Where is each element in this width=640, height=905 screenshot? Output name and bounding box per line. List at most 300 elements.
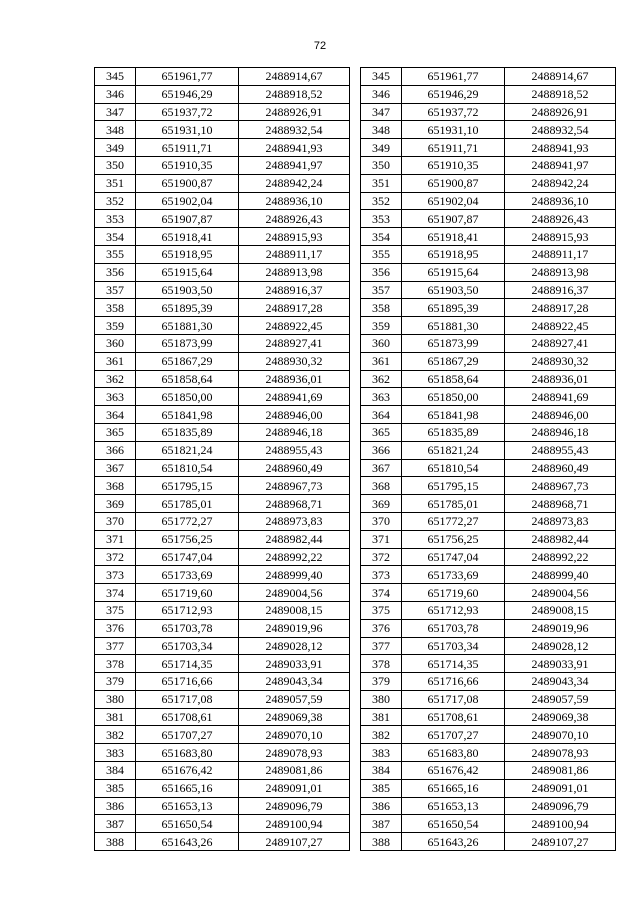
- x-coordinate-cell: 651931,10: [136, 121, 239, 139]
- table-row: [361, 655, 616, 673]
- point-number-cell: 385: [361, 779, 402, 797]
- point-number-cell: 368: [95, 477, 136, 495]
- point-number-cell: 364: [361, 406, 402, 424]
- y-coordinate-cell: 2488973,83: [505, 512, 616, 530]
- table-row: [361, 299, 616, 317]
- point-number-cell: 374: [95, 584, 136, 602]
- y-coordinate-cell: 2488918,52: [505, 85, 616, 103]
- x-coordinate-cell: 651858,64: [402, 370, 505, 388]
- table-row: [95, 477, 350, 495]
- y-coordinate-cell: 2489057,59: [505, 690, 616, 708]
- x-coordinate-cell: 651719,60: [136, 584, 239, 602]
- point-number-cell: 362: [95, 370, 136, 388]
- y-coordinate-cell: 2488941,97: [239, 156, 350, 174]
- y-coordinate-cell: 2488982,44: [505, 530, 616, 548]
- table-row: [361, 370, 616, 388]
- y-coordinate-cell: 2488992,22: [239, 548, 350, 566]
- x-coordinate-cell: 651911,71: [136, 139, 239, 157]
- y-coordinate-cell: 2488930,32: [505, 352, 616, 370]
- x-coordinate-cell: 651716,66: [136, 673, 239, 691]
- point-number-cell: 384: [95, 762, 136, 780]
- point-number-cell: 355: [95, 245, 136, 263]
- y-coordinate-cell: 2489096,79: [505, 797, 616, 815]
- point-number-cell: 372: [95, 548, 136, 566]
- x-coordinate-cell: 651903,50: [136, 281, 239, 299]
- coordinates-table-left: [94, 67, 350, 851]
- y-coordinate-cell: 2488936,01: [505, 370, 616, 388]
- point-number-cell: 370: [95, 512, 136, 530]
- x-coordinate-cell: 651881,30: [402, 317, 505, 335]
- table-row: [361, 334, 616, 352]
- point-number-cell: 352: [95, 192, 136, 210]
- table-row: [361, 815, 616, 833]
- point-number-cell: 346: [361, 85, 402, 103]
- point-number-cell: 377: [95, 637, 136, 655]
- point-number-cell: 353: [95, 210, 136, 228]
- y-coordinate-cell: 2488917,28: [505, 299, 616, 317]
- y-coordinate-cell: 2489069,38: [239, 708, 350, 726]
- table-row: [95, 495, 350, 513]
- y-coordinate-cell: 2488955,43: [505, 441, 616, 459]
- y-coordinate-cell: 2489070,10: [239, 726, 350, 744]
- x-coordinate-cell: 651961,77: [136, 68, 239, 86]
- table-row: [361, 245, 616, 263]
- y-coordinate-cell: 2489004,56: [239, 584, 350, 602]
- point-number-cell: 379: [95, 673, 136, 691]
- x-coordinate-cell: 651858,64: [136, 370, 239, 388]
- y-coordinate-cell: 2488968,71: [239, 495, 350, 513]
- table-row: [361, 459, 616, 477]
- point-number-cell: 353: [361, 210, 402, 228]
- x-coordinate-cell: 651907,87: [136, 210, 239, 228]
- x-coordinate-cell: 651653,13: [402, 797, 505, 815]
- x-coordinate-cell: 651910,35: [136, 156, 239, 174]
- x-coordinate-cell: 651911,71: [402, 139, 505, 157]
- x-coordinate-cell: 651900,87: [402, 174, 505, 192]
- x-coordinate-cell: 651918,95: [402, 245, 505, 263]
- table-row: [361, 548, 616, 566]
- table-row: [361, 352, 616, 370]
- table-row: [95, 726, 350, 744]
- point-number-cell: 349: [361, 139, 402, 157]
- x-coordinate-cell: 651653,13: [136, 797, 239, 815]
- x-coordinate-cell: 651714,35: [402, 655, 505, 673]
- point-number-cell: 351: [361, 174, 402, 192]
- point-number-cell: 384: [361, 762, 402, 780]
- x-coordinate-cell: 651785,01: [402, 495, 505, 513]
- x-coordinate-cell: 651756,25: [402, 530, 505, 548]
- x-coordinate-cell: 651785,01: [136, 495, 239, 513]
- point-number-cell: 382: [361, 726, 402, 744]
- table-row: [95, 690, 350, 708]
- x-coordinate-cell: 651676,42: [402, 762, 505, 780]
- x-coordinate-cell: 651895,39: [136, 299, 239, 317]
- table-row: [95, 156, 350, 174]
- table-row: [361, 762, 616, 780]
- table-row: [361, 388, 616, 406]
- point-number-cell: 358: [361, 299, 402, 317]
- table-row: [361, 441, 616, 459]
- y-coordinate-cell: 2489107,27: [239, 833, 350, 851]
- table-row: [95, 68, 350, 86]
- table-row: [95, 797, 350, 815]
- point-number-cell: 381: [361, 708, 402, 726]
- table-row: [361, 228, 616, 246]
- point-number-cell: 366: [361, 441, 402, 459]
- y-coordinate-cell: 2489070,10: [505, 726, 616, 744]
- y-coordinate-cell: 2488941,69: [239, 388, 350, 406]
- y-coordinate-cell: 2488967,73: [239, 477, 350, 495]
- x-coordinate-cell: 651708,61: [136, 708, 239, 726]
- y-coordinate-cell: 2489069,38: [505, 708, 616, 726]
- table-row: [361, 708, 616, 726]
- point-number-cell: 382: [95, 726, 136, 744]
- table-row: [361, 156, 616, 174]
- point-number-cell: 345: [361, 68, 402, 86]
- point-number-cell: 374: [361, 584, 402, 602]
- table-row: [95, 601, 350, 619]
- point-number-cell: 385: [95, 779, 136, 797]
- point-number-cell: 361: [361, 352, 402, 370]
- table-row: [361, 637, 616, 655]
- x-coordinate-cell: 651841,98: [402, 406, 505, 424]
- x-coordinate-cell: 651733,69: [402, 566, 505, 584]
- point-number-cell: 367: [361, 459, 402, 477]
- x-coordinate-cell: 651918,95: [136, 245, 239, 263]
- x-coordinate-cell: 651850,00: [136, 388, 239, 406]
- table-row: [361, 744, 616, 762]
- table-row: [361, 495, 616, 513]
- x-coordinate-cell: 651915,64: [402, 263, 505, 281]
- point-number-cell: 377: [361, 637, 402, 655]
- y-coordinate-cell: 2489019,96: [239, 619, 350, 637]
- y-coordinate-cell: 2488922,45: [505, 317, 616, 335]
- point-number-cell: 373: [95, 566, 136, 584]
- point-number-cell: 361: [95, 352, 136, 370]
- y-coordinate-cell: 2488911,17: [239, 245, 350, 263]
- y-coordinate-cell: 2489096,79: [239, 797, 350, 815]
- table-row: [361, 85, 616, 103]
- y-coordinate-cell: 2489043,34: [239, 673, 350, 691]
- table-row: [95, 619, 350, 637]
- table-row: [95, 139, 350, 157]
- point-number-cell: 363: [361, 388, 402, 406]
- x-coordinate-cell: 651712,93: [402, 601, 505, 619]
- point-number-cell: 351: [95, 174, 136, 192]
- x-coordinate-cell: 651900,87: [136, 174, 239, 192]
- y-coordinate-cell: 2489019,96: [505, 619, 616, 637]
- y-coordinate-cell: 2488992,22: [505, 548, 616, 566]
- point-number-cell: 381: [95, 708, 136, 726]
- table-row: [95, 815, 350, 833]
- y-coordinate-cell: 2488960,49: [505, 459, 616, 477]
- point-number-cell: 383: [95, 744, 136, 762]
- x-coordinate-cell: 651881,30: [136, 317, 239, 335]
- x-coordinate-cell: 651946,29: [136, 85, 239, 103]
- y-coordinate-cell: 2488936,10: [505, 192, 616, 210]
- y-coordinate-cell: 2488946,18: [505, 423, 616, 441]
- x-coordinate-cell: 651918,41: [402, 228, 505, 246]
- table-row: [95, 334, 350, 352]
- table-row: [361, 512, 616, 530]
- x-coordinate-cell: 651835,89: [136, 423, 239, 441]
- table-row: [95, 299, 350, 317]
- y-coordinate-cell: 2488916,37: [239, 281, 350, 299]
- x-coordinate-cell: 651756,25: [136, 530, 239, 548]
- x-coordinate-cell: 651810,54: [136, 459, 239, 477]
- table-row: [95, 352, 350, 370]
- y-coordinate-cell: 2489033,91: [239, 655, 350, 673]
- y-coordinate-cell: 2488926,43: [239, 210, 350, 228]
- table-row: [361, 263, 616, 281]
- table-row: [361, 423, 616, 441]
- table-row: [95, 103, 350, 121]
- table-row: [95, 548, 350, 566]
- y-coordinate-cell: 2488914,67: [505, 68, 616, 86]
- x-coordinate-cell: 651772,27: [402, 512, 505, 530]
- y-coordinate-cell: 2489057,59: [239, 690, 350, 708]
- table-row: [95, 655, 350, 673]
- x-coordinate-cell: 651915,64: [136, 263, 239, 281]
- table-row: [95, 530, 350, 548]
- y-coordinate-cell: 2489081,86: [239, 762, 350, 780]
- y-coordinate-cell: 2489033,91: [505, 655, 616, 673]
- y-coordinate-cell: 2488982,44: [239, 530, 350, 548]
- point-number-cell: 350: [95, 156, 136, 174]
- point-number-cell: 356: [95, 263, 136, 281]
- point-number-cell: 369: [95, 495, 136, 513]
- point-number-cell: 345: [95, 68, 136, 86]
- table-row: [361, 673, 616, 691]
- x-coordinate-cell: 651717,08: [136, 690, 239, 708]
- x-coordinate-cell: 651707,27: [402, 726, 505, 744]
- point-number-cell: 388: [95, 833, 136, 851]
- x-coordinate-cell: 651650,54: [402, 815, 505, 833]
- point-number-cell: 368: [361, 477, 402, 495]
- x-coordinate-cell: 651895,39: [402, 299, 505, 317]
- x-coordinate-cell: 651643,26: [136, 833, 239, 851]
- table-row: [95, 406, 350, 424]
- x-coordinate-cell: 651676,42: [136, 762, 239, 780]
- table-row: [95, 744, 350, 762]
- point-number-cell: 386: [95, 797, 136, 815]
- x-coordinate-cell: 651821,24: [402, 441, 505, 459]
- table-row: [95, 388, 350, 406]
- x-coordinate-cell: 651683,80: [402, 744, 505, 762]
- y-coordinate-cell: 2489081,86: [505, 762, 616, 780]
- coordinates-table-right: [360, 67, 616, 851]
- x-coordinate-cell: 651821,24: [136, 441, 239, 459]
- point-number-cell: 375: [95, 601, 136, 619]
- y-coordinate-cell: 2488926,43: [505, 210, 616, 228]
- table-row: [361, 281, 616, 299]
- point-number-cell: 379: [361, 673, 402, 691]
- table-row: [361, 833, 616, 851]
- table-row: [95, 210, 350, 228]
- x-coordinate-cell: 651665,16: [136, 779, 239, 797]
- x-coordinate-cell: 651716,66: [402, 673, 505, 691]
- x-coordinate-cell: 651937,72: [136, 103, 239, 121]
- y-coordinate-cell: 2488999,40: [505, 566, 616, 584]
- x-coordinate-cell: 651717,08: [402, 690, 505, 708]
- y-coordinate-cell: 2489091,01: [505, 779, 616, 797]
- table-row: [95, 512, 350, 530]
- y-coordinate-cell: 2488946,00: [239, 406, 350, 424]
- point-number-cell: 354: [95, 228, 136, 246]
- y-coordinate-cell: 2488926,91: [239, 103, 350, 121]
- point-number-cell: 373: [361, 566, 402, 584]
- y-coordinate-cell: 2488973,83: [239, 512, 350, 530]
- point-number-cell: 362: [361, 370, 402, 388]
- y-coordinate-cell: 2488913,98: [505, 263, 616, 281]
- point-number-cell: 354: [361, 228, 402, 246]
- x-coordinate-cell: 651961,77: [402, 68, 505, 86]
- point-number-cell: 346: [95, 85, 136, 103]
- x-coordinate-cell: 651747,04: [402, 548, 505, 566]
- y-coordinate-cell: 2488916,37: [505, 281, 616, 299]
- table-row: [361, 406, 616, 424]
- y-coordinate-cell: 2489100,94: [505, 815, 616, 833]
- y-coordinate-cell: 2489078,93: [505, 744, 616, 762]
- table-row: [361, 530, 616, 548]
- x-coordinate-cell: 651714,35: [136, 655, 239, 673]
- point-number-cell: 348: [361, 121, 402, 139]
- table-row: [95, 833, 350, 851]
- point-number-cell: 350: [361, 156, 402, 174]
- y-coordinate-cell: 2488932,54: [505, 121, 616, 139]
- y-coordinate-cell: 2488942,24: [505, 174, 616, 192]
- y-coordinate-cell: 2489008,15: [505, 601, 616, 619]
- x-coordinate-cell: 651907,87: [402, 210, 505, 228]
- x-coordinate-cell: 651835,89: [402, 423, 505, 441]
- point-number-cell: 357: [361, 281, 402, 299]
- table-row: [95, 762, 350, 780]
- table-row: [361, 779, 616, 797]
- page-number: 72: [313, 40, 327, 52]
- table-row: [361, 619, 616, 637]
- point-number-cell: 386: [361, 797, 402, 815]
- y-coordinate-cell: 2488968,71: [505, 495, 616, 513]
- point-number-cell: 360: [361, 334, 402, 352]
- x-coordinate-cell: 651841,98: [136, 406, 239, 424]
- y-coordinate-cell: 2488955,43: [239, 441, 350, 459]
- table-row: [95, 192, 350, 210]
- x-coordinate-cell: 651867,29: [402, 352, 505, 370]
- table-row: [361, 192, 616, 210]
- x-coordinate-cell: 651902,04: [402, 192, 505, 210]
- point-number-cell: 380: [361, 690, 402, 708]
- y-coordinate-cell: 2488936,10: [239, 192, 350, 210]
- y-coordinate-cell: 2488936,01: [239, 370, 350, 388]
- x-coordinate-cell: 651931,10: [402, 121, 505, 139]
- y-coordinate-cell: 2489078,93: [239, 744, 350, 762]
- x-coordinate-cell: 651810,54: [402, 459, 505, 477]
- table-row: [95, 637, 350, 655]
- y-coordinate-cell: 2489107,27: [505, 833, 616, 851]
- point-number-cell: 369: [361, 495, 402, 513]
- point-number-cell: 356: [361, 263, 402, 281]
- table-row: [95, 459, 350, 477]
- y-coordinate-cell: 2489008,15: [239, 601, 350, 619]
- point-number-cell: 358: [95, 299, 136, 317]
- y-coordinate-cell: 2488922,45: [239, 317, 350, 335]
- table-row: [95, 245, 350, 263]
- y-coordinate-cell: 2488930,32: [239, 352, 350, 370]
- x-coordinate-cell: 651937,72: [402, 103, 505, 121]
- y-coordinate-cell: 2488999,40: [239, 566, 350, 584]
- table-row: [95, 263, 350, 281]
- x-coordinate-cell: 651795,15: [402, 477, 505, 495]
- point-number-cell: 359: [361, 317, 402, 335]
- point-number-cell: 365: [95, 423, 136, 441]
- x-coordinate-cell: 651707,27: [136, 726, 239, 744]
- point-number-cell: 370: [361, 512, 402, 530]
- y-coordinate-cell: 2488911,17: [505, 245, 616, 263]
- y-coordinate-cell: 2488941,93: [505, 139, 616, 157]
- table-row: [95, 779, 350, 797]
- x-coordinate-cell: 651918,41: [136, 228, 239, 246]
- point-number-cell: 357: [95, 281, 136, 299]
- point-number-cell: 378: [95, 655, 136, 673]
- table-row: [95, 228, 350, 246]
- x-coordinate-cell: 651850,00: [402, 388, 505, 406]
- y-coordinate-cell: 2488932,54: [239, 121, 350, 139]
- table-row: [361, 584, 616, 602]
- y-coordinate-cell: 2488915,93: [239, 228, 350, 246]
- point-number-cell: 367: [95, 459, 136, 477]
- y-coordinate-cell: 2488942,24: [239, 174, 350, 192]
- point-number-cell: 363: [95, 388, 136, 406]
- x-coordinate-cell: 651733,69: [136, 566, 239, 584]
- table-row: [95, 121, 350, 139]
- table-row: [95, 423, 350, 441]
- y-coordinate-cell: 2489091,01: [239, 779, 350, 797]
- y-coordinate-cell: 2489028,12: [505, 637, 616, 655]
- y-coordinate-cell: 2488918,52: [239, 85, 350, 103]
- point-number-cell: 388: [361, 833, 402, 851]
- table-row: [361, 566, 616, 584]
- point-number-cell: 371: [95, 530, 136, 548]
- y-coordinate-cell: 2488913,98: [239, 263, 350, 281]
- y-coordinate-cell: 2488960,49: [239, 459, 350, 477]
- table-row: [361, 797, 616, 815]
- point-number-cell: 348: [95, 121, 136, 139]
- y-coordinate-cell: 2489100,94: [239, 815, 350, 833]
- y-coordinate-cell: 2488941,97: [505, 156, 616, 174]
- table-row: [95, 317, 350, 335]
- x-coordinate-cell: 651712,93: [136, 601, 239, 619]
- y-coordinate-cell: 2489043,34: [505, 673, 616, 691]
- x-coordinate-cell: 651903,50: [402, 281, 505, 299]
- x-coordinate-cell: 651946,29: [402, 85, 505, 103]
- x-coordinate-cell: 651703,78: [402, 619, 505, 637]
- point-number-cell: 383: [361, 744, 402, 762]
- x-coordinate-cell: 651703,34: [402, 637, 505, 655]
- y-coordinate-cell: 2488941,93: [239, 139, 350, 157]
- y-coordinate-cell: 2489028,12: [239, 637, 350, 655]
- table-row: [95, 174, 350, 192]
- table-row: [361, 210, 616, 228]
- x-coordinate-cell: 651772,27: [136, 512, 239, 530]
- x-coordinate-cell: 651747,04: [136, 548, 239, 566]
- x-coordinate-cell: 651795,15: [136, 477, 239, 495]
- point-number-cell: 387: [95, 815, 136, 833]
- x-coordinate-cell: 651643,26: [402, 833, 505, 851]
- point-number-cell: 376: [361, 619, 402, 637]
- point-number-cell: 380: [95, 690, 136, 708]
- point-number-cell: 376: [95, 619, 136, 637]
- y-coordinate-cell: 2488967,73: [505, 477, 616, 495]
